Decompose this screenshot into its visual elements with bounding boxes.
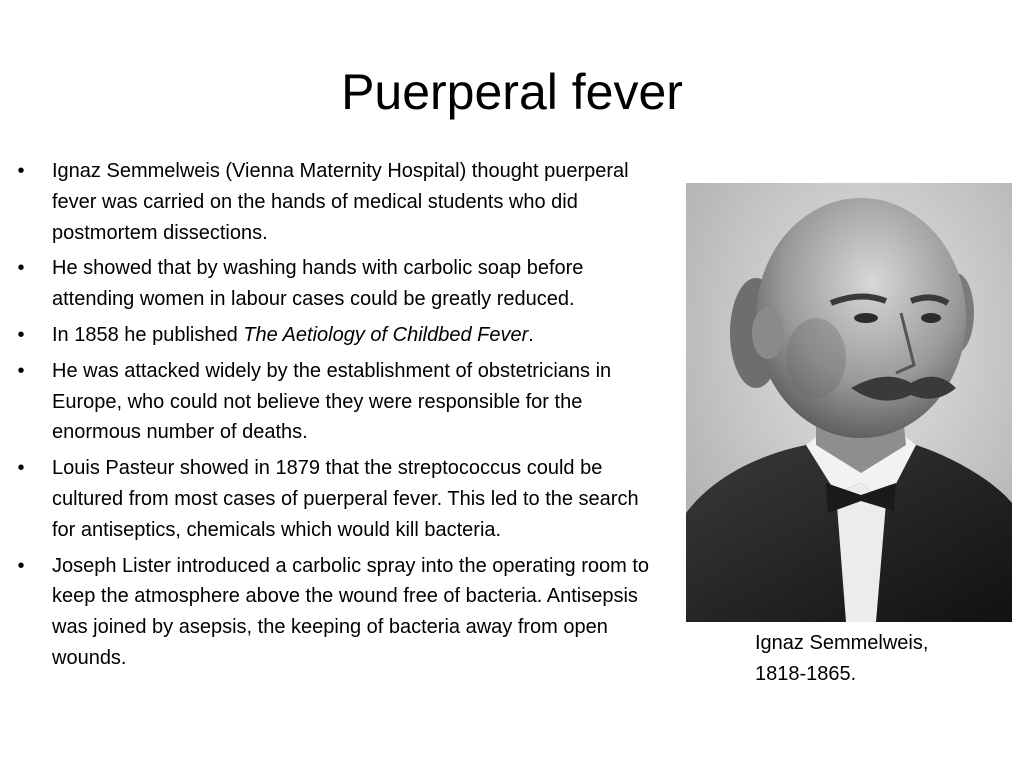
bullet-text: He showed that by washing hands with carbolic soap before attending women in labour cases could be greatly reduced. [52, 257, 584, 311]
bullet-text: He was attacked widely by the establishment of obstetricians in Europe, who could not believe they were responsible for the enormous number of deaths. [52, 359, 612, 444]
bullet-marker: • [17, 457, 25, 480]
bullet-item [14, 356, 654, 448]
bullet-text-suffix: . [528, 323, 534, 346]
bullet-item [14, 253, 654, 315]
bullet-marker: • [17, 554, 25, 577]
caption-dates: 1818-1865. [755, 663, 857, 685]
bullet-marker: • [17, 359, 25, 382]
portrait-illustration [686, 183, 1012, 622]
bullet-marker: • [17, 323, 25, 346]
bullet-text: Louis Pasteur showed in 1879 that the streptococcus could be cultured from most cases of puerperal fever. This led to the search for antiseptics, chemicals which would kill bacteria. [52, 457, 639, 541]
bullet-text: Joseph Lister introduced a carbolic spray into the operating room to keep the atmosphere above the wound free of bacteria. Antisepsis was joined by asepsis, the keeping of bacteria away from open wounds. [52, 554, 650, 669]
caption-name: Ignaz Semmelweis, [755, 632, 929, 654]
slide-title: Puerperal fever [341, 64, 683, 120]
bullet-item [14, 453, 654, 545]
bullet-text-prefix: In 1858 he published [52, 323, 244, 346]
book-title: The Aetiology of Childbed Fever [243, 323, 529, 346]
bullet-list [14, 156, 654, 679]
bullet-item [14, 156, 654, 248]
bullet-text [52, 324, 534, 346]
bullet-marker: • [17, 257, 25, 280]
portrait-photo [686, 183, 1012, 622]
photo-caption [755, 628, 1015, 690]
bullet-marker: • [17, 160, 25, 182]
bullet-item [14, 320, 654, 351]
bullet-item [14, 551, 654, 674]
bullet-text: Ignaz Semmelweis (Vienna Maternity Hospital) thought puerperal fever was carried on the hands of medical students who did postmortem dissections. [52, 160, 629, 244]
